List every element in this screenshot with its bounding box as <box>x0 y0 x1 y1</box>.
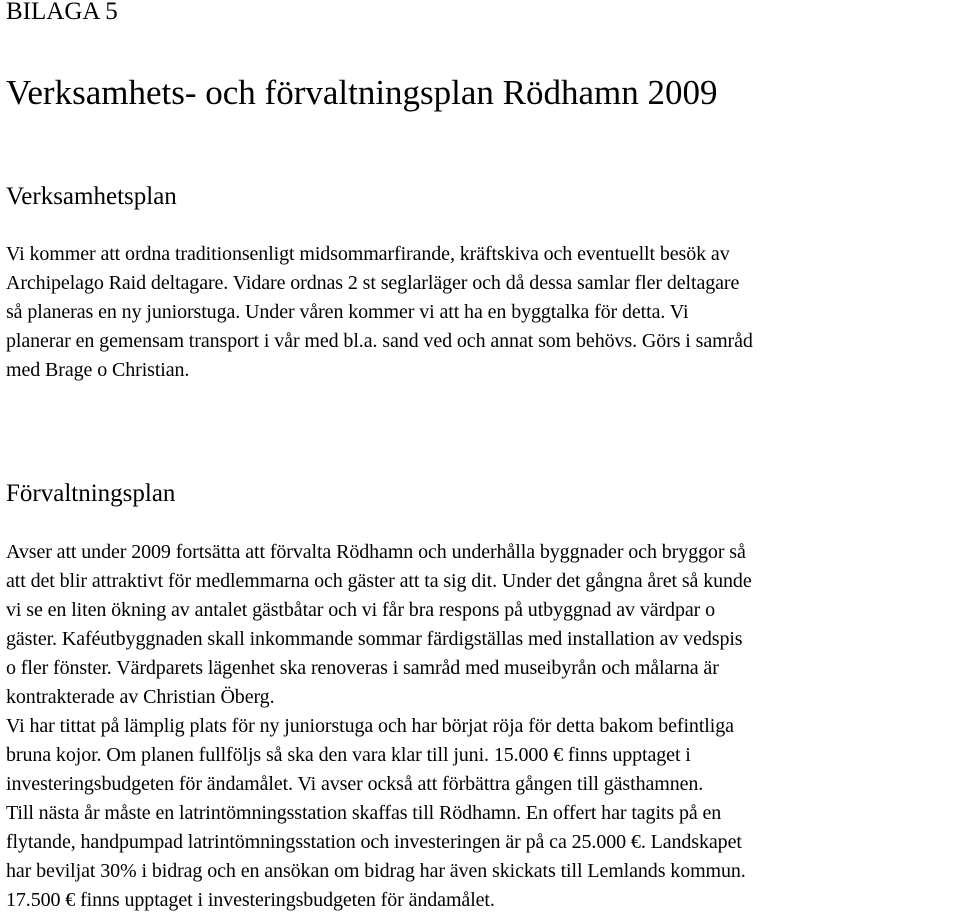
appendix-label: BILAGA 5 <box>6 0 118 25</box>
paragraph-line: med Brage o Christian. <box>6 359 190 381</box>
paragraph-line: planerar en gemensam transport i vår med bl.a. sand ved och annat som behövs. Görs i samråd <box>6 330 753 352</box>
paragraph-line: o fler fönster. Värdparets lägenhet ska renoveras i samråd med museibyrån och målarna är <box>6 657 719 679</box>
paragraph-line: investeringsbudgeten för ändamålet. Vi avser också att förbättra gången till gästhamnen. <box>6 773 704 795</box>
paragraph-line: gäster. Kaféutbyggnaden skall inkommande sommar färdigställas med installation av vedspis <box>6 628 743 650</box>
paragraph-line: Till nästa år måste en latrintömningsstation skaffas till Rödhamn. En offert har tagits på en <box>6 802 722 824</box>
paragraph-line: Avser att under 2009 fortsätta att förvalta Rödhamn och underhålla byggnader och bryggor så <box>6 541 746 563</box>
paragraph-line: så planeras en ny juniorstuga. Under våren kommer vi att ha en byggtalka för detta. Vi <box>6 301 689 323</box>
paragraph-line: 17.500 € finns upptaget i investeringsbudgeten för ändamålet. <box>6 889 495 911</box>
forvaltningsplan-paragraph <box>6 538 956 915</box>
verksamhetsplan-paragraph <box>6 240 956 385</box>
paragraph-line: Vi har tittat på lämplig plats för ny juniorstuga och har börjat röja för detta bakom befintliga <box>6 715 734 737</box>
section-heading-forvaltningsplan: Förvaltningsplan <box>6 480 176 507</box>
paragraph-line: Archipelago Raid deltagare. Vidare ordnas 2 st seglarläger och då dessa samlar fler deltagare <box>6 272 740 294</box>
paragraph-line: har beviljat 30% i bidrag och en ansökan om bidrag har även skickats till Lemlands kommun. <box>6 860 746 882</box>
paragraph-line: kontrakterade av Christian Öberg. <box>6 686 275 708</box>
document-title: Verksamhets- och förvaltningsplan Rödhamn 2009 <box>6 73 718 112</box>
paragraph-line: att det blir attraktivt för medlemmarna och gäster att ta sig dit. Under det gångna året så kunde <box>6 570 752 592</box>
paragraph-line: flytande, handpumpad latrintömningsstation och investeringen är på ca 25.000 €. Landskapet <box>6 831 742 853</box>
paragraph-line: Vi kommer att ordna traditionsenligt midsommarfirande, kräftskiva och eventuellt besök av <box>6 243 730 265</box>
section-heading-verksamhetsplan: Verksamhetsplan <box>6 183 177 210</box>
paragraph-line: vi se en liten ökning av antalet gästbåtar och vi får bra respons på utbyggnad av värdpar o <box>6 599 715 621</box>
paragraph-line: bruna kojor. Om planen fullföljs så ska den vara klar till juni. 15.000 € finns upptaget i <box>6 744 691 766</box>
